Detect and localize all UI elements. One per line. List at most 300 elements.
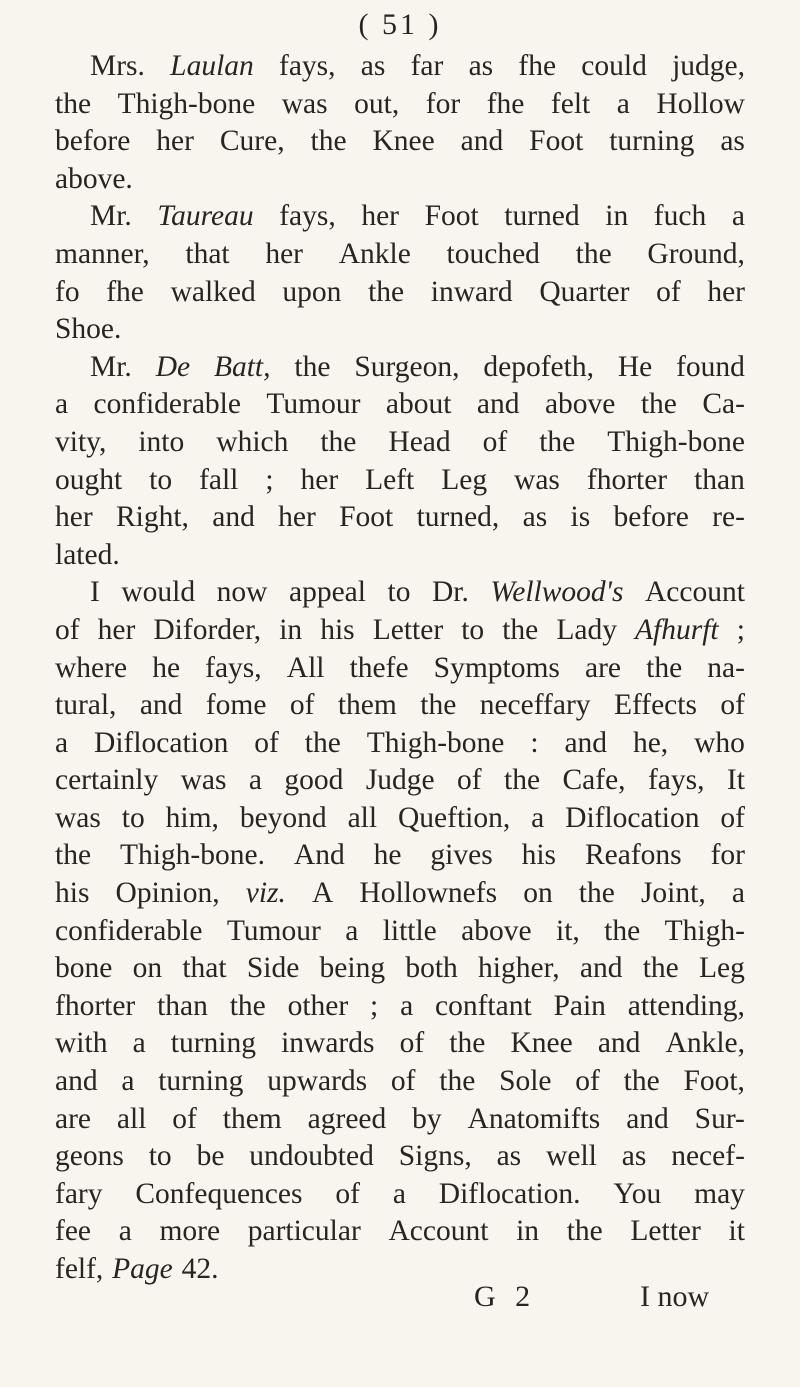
- word: fays,: [279, 50, 336, 82]
- word: Pain: [553, 989, 606, 1022]
- word: of: [254, 726, 279, 759]
- word: the: [502, 613, 539, 646]
- word: now: [216, 576, 268, 609]
- word: a: [400, 989, 414, 1022]
- word: turned,: [416, 501, 500, 534]
- word: where: [55, 651, 128, 684]
- word: conftant: [435, 989, 532, 1022]
- word: her: [300, 463, 339, 496]
- word: of: [55, 613, 80, 646]
- word: felf,: [55, 1253, 104, 1285]
- word: Head: [388, 425, 451, 458]
- word: a: [345, 914, 359, 947]
- word: the: [578, 877, 615, 910]
- word: before: [613, 501, 689, 534]
- word: into: [138, 425, 185, 458]
- word: as: [496, 1140, 522, 1173]
- word: turning: [158, 1065, 244, 1098]
- word: turning: [609, 125, 695, 158]
- word: fuch: [653, 200, 707, 233]
- word: fome: [205, 689, 267, 722]
- word: na-: [707, 651, 745, 684]
- word: manner,: [55, 237, 150, 270]
- word: of: [482, 425, 508, 458]
- word: depofeth,: [483, 350, 594, 383]
- word: of: [399, 1027, 425, 1060]
- word: was: [55, 801, 101, 834]
- word: inward: [430, 275, 513, 308]
- word: Thigh-bone: [117, 87, 256, 120]
- word: Signs,: [398, 1140, 472, 1173]
- word: :: [530, 726, 539, 759]
- text-line: [55, 988, 745, 1026]
- word: to: [387, 576, 411, 609]
- word: Hollownefs: [359, 877, 498, 910]
- word: re-: [712, 501, 745, 534]
- word: the: [642, 952, 679, 985]
- word: could: [581, 50, 647, 82]
- word: his: [320, 613, 355, 646]
- word: he,: [632, 726, 669, 759]
- text-line: [55, 424, 745, 462]
- word: which: [216, 425, 289, 458]
- word: ;: [265, 463, 274, 496]
- word: he: [373, 839, 402, 872]
- word: of: [390, 1065, 416, 1098]
- word: of: [656, 275, 681, 308]
- word: are: [585, 651, 622, 684]
- text-line: [55, 762, 745, 800]
- word: the: [646, 651, 683, 684]
- word: certainly: [55, 764, 159, 797]
- word: Lady: [556, 613, 617, 646]
- word: for: [425, 87, 461, 120]
- word: Tumour: [226, 914, 321, 947]
- word: Batt,: [213, 350, 271, 383]
- word: and: [564, 726, 608, 759]
- signature-mark: G 2: [474, 1280, 537, 1313]
- word: them: [222, 1102, 282, 1135]
- word: the: [310, 125, 347, 158]
- text-line: [55, 612, 745, 650]
- word: Account: [645, 576, 745, 609]
- word: of: [575, 1065, 600, 1098]
- word: found: [676, 350, 745, 383]
- word: Mr.: [90, 350, 132, 383]
- word: walked: [170, 275, 256, 308]
- word: and: [626, 1102, 669, 1135]
- word: confiderable: [93, 388, 241, 421]
- word: that: [185, 237, 230, 270]
- word: viz.: [245, 877, 286, 910]
- word: of: [720, 801, 745, 834]
- text-line: [55, 198, 745, 236]
- word: the: [320, 425, 357, 458]
- text-line: [55, 800, 745, 838]
- word: and: [55, 1065, 98, 1098]
- word: fhe: [518, 50, 557, 82]
- word: All: [286, 651, 325, 684]
- word: Surgeon,: [354, 350, 460, 383]
- word: the: [640, 388, 677, 421]
- word: vity,: [55, 425, 107, 458]
- word: fays,: [647, 764, 705, 797]
- text-line: [55, 950, 745, 988]
- word: Diflocation.: [438, 1177, 581, 1210]
- text-line: [55, 311, 745, 349]
- word: fary: [55, 1177, 103, 1210]
- text-line: [55, 1101, 745, 1139]
- word: the: [420, 689, 457, 722]
- word: Afhurft: [635, 613, 719, 646]
- text-line: [55, 161, 745, 199]
- word: A: [312, 877, 334, 910]
- text-line: [55, 123, 745, 161]
- catchword: I now: [640, 1280, 710, 1313]
- word: it: [728, 1215, 745, 1248]
- word: her: [55, 501, 93, 534]
- word: And: [293, 839, 345, 872]
- word: Tumour: [266, 388, 361, 421]
- word: felt: [550, 87, 591, 120]
- word: both: [405, 952, 458, 985]
- word: above: [544, 388, 616, 421]
- text-line: [55, 499, 745, 537]
- word: the: [55, 87, 92, 120]
- word: a: [55, 726, 69, 759]
- word: as: [621, 1140, 647, 1173]
- word: a: [616, 87, 630, 120]
- word: Account: [388, 1215, 489, 1248]
- word: Effects: [613, 689, 697, 722]
- word: being: [319, 952, 386, 985]
- word: the: [368, 275, 405, 308]
- word: them: [337, 689, 397, 722]
- word: Diflocation: [94, 726, 229, 759]
- word: Judge: [365, 764, 435, 797]
- word: Foot: [529, 125, 584, 158]
- word: was: [281, 87, 328, 120]
- word: particular: [247, 1215, 361, 1248]
- word: lated.: [55, 538, 120, 571]
- word: Cure,: [219, 125, 285, 158]
- word: Leg: [699, 952, 745, 985]
- word: De: [155, 350, 191, 383]
- word: to: [461, 613, 485, 646]
- word: in: [516, 1215, 540, 1248]
- word: appeal: [288, 576, 366, 609]
- word: a: [731, 877, 745, 910]
- word: You: [613, 1177, 662, 1210]
- word: fhorter: [55, 989, 136, 1022]
- word: is: [570, 501, 591, 534]
- word: all: [116, 1102, 147, 1135]
- text-line: [55, 236, 745, 274]
- word: above: [461, 914, 532, 947]
- word: fall: [199, 463, 239, 496]
- word: ;: [736, 613, 745, 646]
- word: fays,: [279, 200, 336, 233]
- word: ought: [55, 463, 123, 496]
- word: the: [439, 1065, 476, 1098]
- word: a: [248, 764, 262, 797]
- word: a: [731, 200, 745, 233]
- word: upwards: [267, 1065, 368, 1098]
- word: Mr.: [90, 200, 132, 233]
- word: Thigh-bone: [366, 726, 505, 759]
- word: for: [710, 839, 745, 872]
- word: Side: [246, 952, 300, 985]
- word: to: [121, 801, 145, 834]
- word: in: [605, 200, 629, 233]
- word: undoubted: [249, 1140, 374, 1173]
- word: Joint,: [640, 877, 706, 910]
- word: more: [159, 1215, 221, 1248]
- word: her: [707, 275, 745, 308]
- page-number: ( 51 ): [358, 8, 442, 41]
- word: in: [279, 613, 303, 646]
- word: turning: [170, 1027, 256, 1060]
- word: on: [132, 952, 163, 985]
- word: and: [579, 952, 623, 985]
- word: than: [694, 463, 745, 496]
- word: a: [55, 388, 69, 421]
- text-line: [55, 1025, 745, 1063]
- body-text: [55, 48, 745, 1289]
- word: judge,: [672, 50, 745, 82]
- text-line: [55, 687, 745, 725]
- word: as: [468, 50, 494, 82]
- word: far: [410, 50, 444, 82]
- word: as: [522, 501, 548, 534]
- word: good: [284, 764, 344, 797]
- word: the: [294, 350, 331, 383]
- word: above.: [55, 162, 133, 195]
- word: her: [361, 200, 399, 233]
- word: fhe: [106, 275, 144, 308]
- text-line: [55, 462, 745, 500]
- word: was: [514, 463, 560, 496]
- word: to: [149, 463, 173, 496]
- word: and: [597, 1027, 641, 1060]
- word: the: [539, 425, 576, 458]
- word: a: [392, 1177, 406, 1210]
- word: touched: [446, 237, 540, 270]
- word: inwards: [281, 1027, 375, 1060]
- word: He: [617, 350, 653, 383]
- word: neceffary: [479, 689, 591, 722]
- word: Laulan: [170, 50, 254, 82]
- word: Queftion,: [398, 801, 511, 834]
- word: beyond: [239, 801, 327, 834]
- word: Knee: [372, 125, 435, 158]
- text-line: [55, 349, 745, 387]
- word: bone: [55, 952, 113, 985]
- word: Quarter: [539, 275, 630, 308]
- word: about: [385, 388, 452, 421]
- word: 42.: [181, 1253, 219, 1285]
- word: upon: [282, 275, 342, 308]
- word: Left: [365, 463, 415, 496]
- word: fee: [55, 1215, 92, 1248]
- word: it,: [556, 914, 580, 947]
- word: Ankle: [338, 237, 411, 270]
- word: was: [180, 764, 227, 797]
- word: turned: [504, 200, 580, 233]
- word: the: [449, 1027, 486, 1060]
- word: little: [382, 914, 437, 947]
- word: Ca-: [702, 388, 745, 421]
- word: the: [55, 839, 92, 872]
- word: a: [132, 1027, 146, 1060]
- word: Reafons: [584, 839, 682, 872]
- word: Anatomifts: [467, 1102, 601, 1135]
- word: a: [531, 801, 545, 834]
- word: her: [156, 125, 194, 158]
- text-line: [55, 837, 745, 875]
- word: Shoe.: [55, 313, 122, 346]
- word: higher,: [478, 952, 560, 985]
- text-line: [55, 574, 745, 612]
- text-line: [55, 274, 745, 312]
- word: are: [55, 1102, 92, 1135]
- word: Symptoms: [433, 651, 560, 684]
- word: geons: [55, 1140, 124, 1173]
- word: out,: [354, 87, 400, 120]
- word: Foot: [424, 200, 479, 233]
- word: Sole: [499, 1065, 552, 1098]
- word: Foot: [339, 501, 394, 534]
- text-line: [55, 48, 745, 86]
- word: thefe: [349, 651, 409, 684]
- word: confiderable: [55, 914, 203, 947]
- word: Cafe,: [562, 764, 626, 797]
- word: be: [196, 1140, 225, 1173]
- word: the: [604, 914, 641, 947]
- word: agreed: [307, 1102, 387, 1135]
- word: ;: [370, 989, 379, 1022]
- word: gives: [430, 839, 493, 872]
- word: as: [360, 50, 386, 82]
- word: Taureau: [157, 200, 254, 233]
- word: before: [55, 125, 131, 158]
- text-line: [55, 1176, 745, 1214]
- text-line: [55, 1138, 745, 1176]
- word: It: [726, 764, 745, 797]
- word: to: [148, 1140, 172, 1173]
- text-line: [55, 537, 745, 575]
- word: the: [304, 726, 341, 759]
- word: attending,: [627, 989, 745, 1022]
- word: his: [55, 877, 90, 910]
- word: may: [694, 1177, 745, 1210]
- word: Ankle,: [665, 1027, 745, 1060]
- word: tural,: [55, 689, 117, 722]
- word: Opinion,: [115, 877, 220, 910]
- word: Wellwood's: [490, 576, 624, 609]
- word: the: [504, 764, 541, 797]
- text-line: [55, 650, 745, 688]
- word: Diflocation: [565, 801, 700, 834]
- word: as: [720, 125, 745, 158]
- word: of: [720, 689, 745, 722]
- word: and: [139, 689, 183, 722]
- word: and: [476, 388, 520, 421]
- word: necef-: [671, 1140, 745, 1173]
- word: the: [229, 989, 266, 1022]
- word: of: [289, 689, 315, 722]
- word: with: [55, 1027, 108, 1060]
- word: Letter: [372, 613, 444, 646]
- word: Dr.: [431, 576, 469, 609]
- word: would: [121, 576, 196, 609]
- word: Thigh-bone.: [119, 839, 265, 872]
- word: her: [265, 237, 304, 270]
- word: fo: [55, 275, 80, 308]
- word: other: [287, 989, 349, 1022]
- word: Letter: [630, 1215, 701, 1248]
- word: Knee: [510, 1027, 573, 1060]
- text-line: [55, 1213, 745, 1251]
- text-line: [55, 725, 745, 763]
- word: Confequences: [135, 1177, 303, 1210]
- text-line: [55, 1063, 745, 1101]
- text-line: [55, 86, 745, 124]
- word: her: [278, 501, 316, 534]
- word: the: [623, 1065, 660, 1098]
- word: the: [566, 1215, 603, 1248]
- word: and: [212, 501, 255, 534]
- word: on: [523, 877, 553, 910]
- word: of: [172, 1102, 197, 1135]
- word: Sur-: [694, 1102, 745, 1135]
- word: that: [182, 952, 227, 985]
- word: a: [118, 1215, 132, 1248]
- word: Hollow: [656, 87, 745, 120]
- text-line: [55, 386, 745, 424]
- word: I: [90, 576, 100, 609]
- word: Leg: [441, 463, 488, 496]
- word: all: [347, 801, 378, 834]
- word: Thigh-: [664, 914, 745, 947]
- word: by: [412, 1102, 442, 1135]
- word: Ground,: [647, 237, 745, 270]
- word: fays,: [205, 651, 262, 684]
- word: Foot,: [683, 1065, 745, 1098]
- word: than: [157, 989, 208, 1022]
- word: he: [152, 651, 181, 684]
- word: Diforder,: [153, 613, 262, 646]
- word: of: [457, 764, 482, 797]
- word: who: [694, 726, 745, 759]
- word: Thigh-bone: [607, 425, 745, 458]
- word: a: [121, 1065, 135, 1098]
- page-footer: [0, 1277, 800, 1317]
- word: Page: [112, 1253, 173, 1285]
- word: of: [335, 1177, 360, 1210]
- word: well: [546, 1140, 597, 1173]
- word: Mrs.: [90, 50, 145, 82]
- word: fhorter: [586, 463, 668, 496]
- text-line: [55, 875, 745, 913]
- word: her: [97, 613, 136, 646]
- word: the: [575, 237, 612, 270]
- word: Right,: [115, 501, 189, 534]
- text-line: [55, 913, 745, 951]
- word: and: [460, 125, 504, 158]
- word: fhe: [486, 87, 525, 120]
- word: him,: [165, 801, 219, 834]
